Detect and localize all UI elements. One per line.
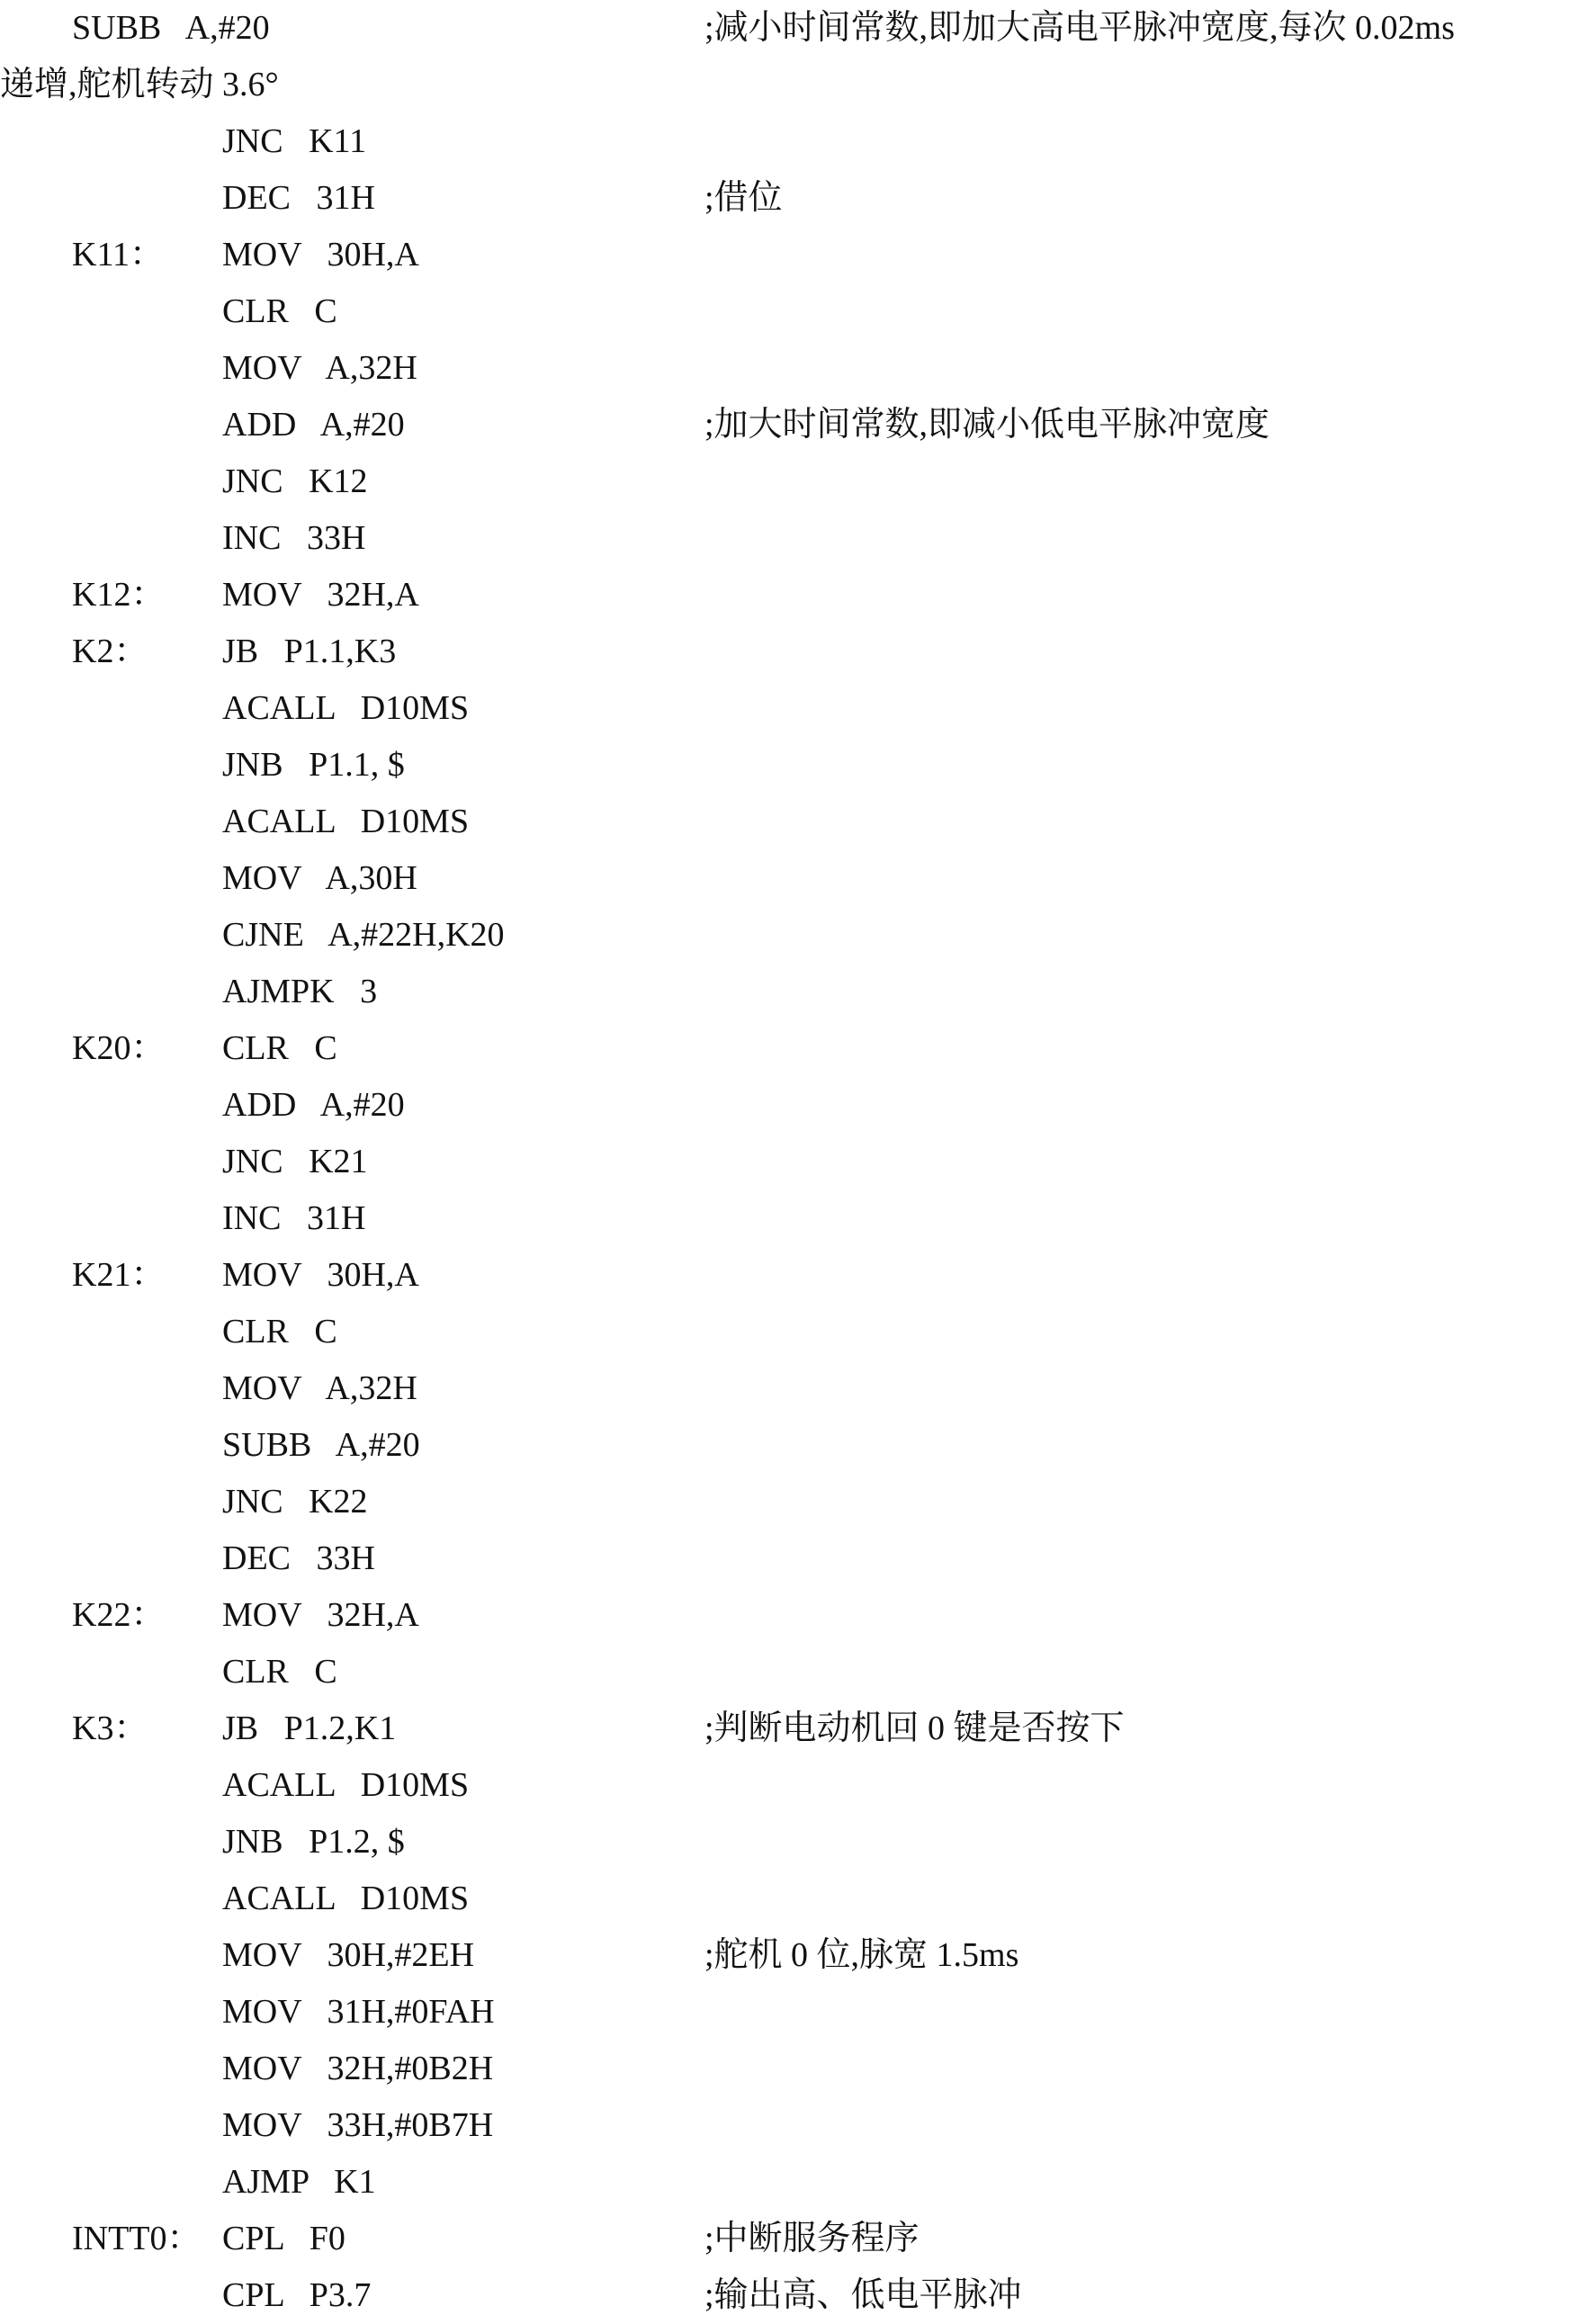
code-instruction: CLR C (222, 292, 337, 330)
code-label: K3： (72, 1709, 148, 1747)
code-line (0, 1304, 1570, 1360)
code-line (0, 2267, 1570, 2324)
code-instruction: MOV A,32H (222, 349, 417, 387)
code-instruction: CJNE A,#22H,K20 (222, 916, 505, 954)
code-label: K22： (72, 1596, 166, 1634)
code-line (0, 340, 1570, 397)
code-line (0, 113, 1570, 170)
code-line (0, 1190, 1570, 1247)
code-comment: ;中断服务程序 (704, 2220, 920, 2257)
code-instruction: MOV 31H,#0FAH (222, 1993, 495, 2031)
code-label: K20： (72, 1029, 166, 1067)
code-instruction: JNC K22 (222, 1483, 368, 1521)
code-line (0, 1247, 1570, 1304)
code-comment: ;判断电动机回 0 键是否按下 (704, 1709, 1125, 1747)
code-instruction: SUBB A,#20 (72, 9, 270, 47)
code-line (0, 1927, 1570, 1984)
code-line (0, 737, 1570, 794)
code-label: K21： (72, 1256, 166, 1294)
code-comment: ;舵机 0 位,脉宽 1.5ms (704, 1936, 1019, 1974)
code-instruction: DEC 33H (222, 1539, 375, 1577)
code-instruction: JNB P1.2, $ (222, 1823, 405, 1861)
code-line (0, 850, 1570, 907)
code-instruction: ACALL D10MS (222, 803, 470, 840)
code-instruction: JB P1.1,K3 (222, 633, 397, 670)
code-line (0, 1077, 1570, 1134)
code-line (0, 2154, 1570, 2211)
code-instruction: INC 31H (222, 1199, 366, 1237)
code-instruction: MOV A,32H (222, 1369, 417, 1407)
code-line (0, 227, 1570, 283)
code-line (0, 0, 1570, 57)
code-instruction: CPL F0 (222, 2220, 345, 2257)
code-line (0, 283, 1570, 340)
code-line (0, 1134, 1570, 1190)
code-instruction: DEC 31H (222, 179, 375, 217)
code-line (0, 1814, 1570, 1871)
code-comment: ;减小时间常数,即加大高电平脉冲宽度,每次 0.02ms (704, 9, 1455, 47)
code-instruction: ACALL D10MS (222, 1880, 470, 1917)
code-instruction: ADD A,#20 (222, 406, 405, 444)
code-instruction: ACALL D10MS (222, 689, 470, 727)
code-instruction: AJMP K1 (222, 2163, 376, 2201)
code-instruction: MOV 30H,A (222, 236, 419, 274)
code-instruction: AJMPK 3 (222, 973, 378, 1010)
code-instruction: MOV A,30H (222, 859, 417, 897)
code-line (0, 1757, 1570, 1814)
code-instruction: SUBB A,#20 (222, 1426, 420, 1464)
code-instruction: MOV 30H,#2EH (222, 1936, 475, 1974)
code-line (0, 397, 1570, 453)
code-line (0, 907, 1570, 964)
code-instruction: JB P1.2,K1 (222, 1709, 397, 1747)
code-instruction: JNB P1.1, $ (222, 746, 405, 784)
code-line (0, 1020, 1570, 1077)
code-instruction: CLR C (222, 1653, 337, 1691)
code-instruction: INC 33H (222, 519, 366, 557)
code-line (0, 57, 1570, 113)
code-line (0, 794, 1570, 850)
code-label: K11： (72, 236, 165, 274)
code-line (0, 624, 1570, 680)
code-line (0, 1417, 1570, 1474)
code-instruction: MOV 30H,A (222, 1256, 419, 1294)
code-instruction: ADD A,#20 (222, 1086, 405, 1124)
code-line (0, 964, 1570, 1020)
code-line (0, 2211, 1570, 2267)
code-line (0, 1871, 1570, 1927)
code-line (0, 453, 1570, 510)
code-instruction: CPL P3.7 (222, 2276, 372, 2314)
code-line (0, 510, 1570, 567)
code-line (0, 1474, 1570, 1530)
code-instruction: MOV 32H,#0B2H (222, 2050, 494, 2087)
code-comment: ;输出高、低电平脉冲 (704, 2276, 1022, 2314)
code-line (0, 1360, 1570, 1417)
code-line (0, 567, 1570, 624)
code-instruction: ACALL D10MS (222, 1766, 470, 1804)
code-line (0, 1700, 1570, 1757)
code-comment: ;借位 (704, 179, 783, 217)
code-line (0, 2041, 1570, 2097)
code-line (0, 1530, 1570, 1587)
code-line (0, 2097, 1570, 2154)
code-comment: ;加大时间常数,即减小低电平脉冲宽度 (704, 406, 1270, 444)
code-instruction: JNC K21 (222, 1143, 368, 1180)
code-line (0, 170, 1570, 227)
code-label: K12： (72, 576, 166, 614)
code-label: K2： (72, 633, 148, 670)
code-line (0, 680, 1570, 737)
code-label: INTT0： (72, 2220, 202, 2257)
code-instruction: MOV 32H,A (222, 1596, 419, 1634)
code-line (0, 1644, 1570, 1700)
code-instruction: JNC K11 (222, 122, 367, 160)
wrapped-comment-text: 递增,舵机转动 3.6° (0, 66, 279, 103)
code-instruction: CLR C (222, 1029, 337, 1067)
code-instruction: MOV 33H,#0B7H (222, 2106, 494, 2144)
code-line (0, 1984, 1570, 2041)
code-line (0, 1587, 1570, 1644)
code-instruction: CLR C (222, 1313, 337, 1350)
code-instruction: MOV 32H,A (222, 576, 419, 614)
code-instruction: JNC K12 (222, 462, 368, 500)
